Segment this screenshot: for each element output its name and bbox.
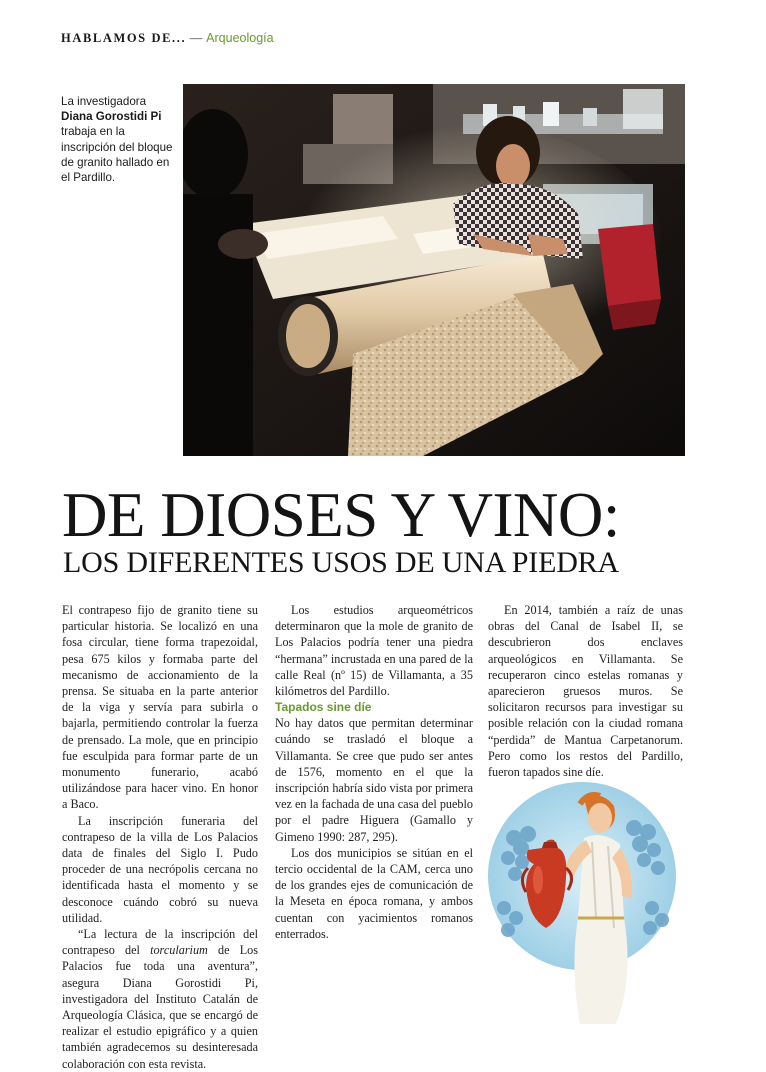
section-name: HABLAMOS DE...	[61, 31, 187, 45]
text-column-1	[62, 602, 258, 1072]
caption-intro: La investigadora	[61, 95, 147, 108]
researcher-photo	[183, 84, 685, 456]
paragraph: Los dos municipios se sitúan en el tercio occidental de la CAM, cerca uno de los grandes ejes de comunicación de la Meseta en época romana, y ambos cuentan con yacimientos romanos enterrados.	[275, 845, 473, 941]
photo-caption	[61, 94, 179, 185]
paragraph: La inscripción funeraria del contrapeso de la villa de Los Palacios data de finales del Siglo I. Pudo proceder de una necrópolis cercana no identificada hasta el momento y se desconoce cuándo cobró su nueva utilidad.	[62, 813, 258, 925]
paragraph-part: “La lectura de la inscripción del contrapeso del	[62, 927, 258, 958]
paragraph: En 2014, también a raíz de unas obras del Canal de Isabel II, se descubrieron dos enclaves arqueológicos en Villamanta. Se recuperaron cinco estelas romanas y aparecieron gruesos muros. Se solicitaron recursos para investigar su posible relación con la ciudad romana “perdida” de Mantua Carpetanorum. Pero como los restos del Pardillo, fueron tapados sine díe.	[488, 603, 683, 780]
paragraph-part: de Los Palacios fue toda una aventura”, asegura Diana Gorostidi Pi, investigadora del Instituto Catalán de Arqueología Clásica, que se encargó de realizar el estudio epigráfico y a quien también agradecemos su desinteresada colaboración con esta revista.	[62, 943, 258, 1071]
section-subhead: Tapados sine díe	[275, 700, 372, 715]
paragraph: El contrapeso fijo de granito tiene su particular historia. Se localizó en una fosa circular, tiene forma trapezoidal, pesa 675 kilos y formaba parte del mecanismo de accionamiento de la prensa. Se situaba en la parte anterior de la viga y servía para subirla o bajarla, permitiendo controlar la fuerza de prensado. La mole, que en principio fue esculpida para formar parte de un monumento funerario, acabó utilizándose para hacer vino. En honor a Baco.	[62, 603, 258, 812]
section-topic: Arqueología	[206, 31, 274, 45]
bacchante-illustration	[484, 768, 684, 1024]
header-dash: —	[189, 31, 203, 45]
italic-term: torcularium	[150, 943, 208, 958]
text-column-3	[488, 602, 683, 780]
section-header	[61, 31, 274, 46]
paragraph: Los estudios arqueométricos determinaron que la mole de granito de Los Palacios podría tener una piedra “hermana” incrustada en una pared de la calle Real (nº 15) de Villamanta, a 35 kilómetros del Pardillo.	[275, 603, 473, 699]
paragraph	[62, 926, 258, 1072]
article-title: DE DIOSES Y VINO:	[62, 480, 620, 550]
caption-name: Diana Gorostidi Pi	[61, 110, 162, 124]
caption-text: trabaja en la inscripción del bloque de granito hallado en el Pardillo.	[61, 125, 173, 185]
article-subtitle: LOS DIFERENTES USOS DE UNA PIEDRA	[63, 546, 619, 579]
text-column-2	[275, 602, 473, 942]
paragraph: No hay datos que permitan determinar cuándo se trasladó el bloque a Villamanta. Se cree que pudo ser antes de 1576, momento en el que la inscripción habría sido vista por primera vez en la fachada de una casa del pueblo por el padre Higuera (Gamallo y Gimeno 1990: 287, 295).	[275, 716, 473, 844]
